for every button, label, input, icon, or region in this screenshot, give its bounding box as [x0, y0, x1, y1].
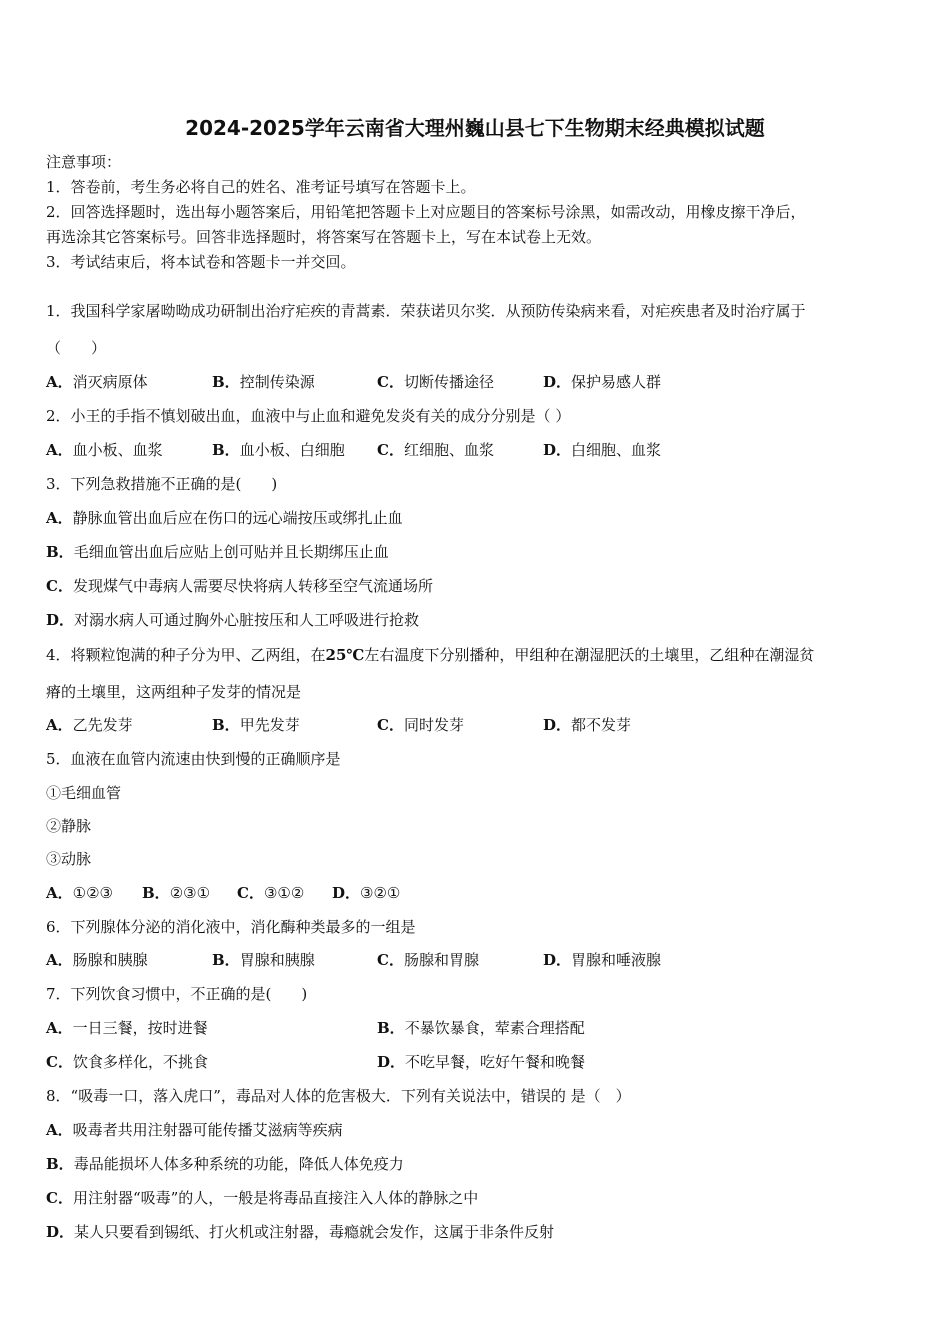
- q4-option-d: D．都不发芽: [543, 716, 632, 734]
- notice-item-2: 2．回答选择题时，选出每小题答案后，用铅笔把答题卡上对应题目的答案标号涂黑，如需改动，用橡皮擦干净后，: [46, 203, 806, 221]
- q5-option-d: D．③②①: [332, 884, 401, 902]
- q7-option-a: A．一日三餐，按时进餐: [46, 1019, 208, 1037]
- q5-item-3: ③动脉: [46, 850, 92, 868]
- q6-stem: 6．下列腺体分泌的消化液中，消化酶种类最多的一组是: [46, 918, 416, 936]
- q5-item-2: ②静脉: [46, 817, 92, 835]
- notice-item-3: 3．考试结束后，将本试卷和答题卡一并交回。: [46, 253, 356, 271]
- q4-stem-cont: 瘠的土壤里，这两组种子发芽的情况是: [46, 683, 302, 701]
- q2-stem: 2．小王的手指不慎划破出血，血液中与止血和避免发炎有关的成分分别是（ ）: [46, 407, 571, 425]
- q7-option-c: C．饮食多样化，不挑食: [46, 1053, 208, 1071]
- q1-option-a: A．消灭病原体: [46, 373, 148, 391]
- q3-option-c: C．发现煤气中毒病人需要尽快将病人转移至空气流通场所: [46, 577, 433, 595]
- q2-option-b: B．血小板、白细胞: [212, 441, 345, 459]
- q8-option-d: D．某人只要看到锡纸、打火机或注射器，毒瘾就会发作，这属于非条件反射: [46, 1223, 555, 1241]
- q7-option-d: D．不吃早餐，吃好午餐和晚餐: [377, 1053, 586, 1071]
- q2-option-d: D．白细胞、血浆: [543, 441, 662, 459]
- notice-heading: 注意事项：: [46, 153, 122, 171]
- q7-stem: 7．下列饮食习惯中，不正确的是( ): [46, 985, 308, 1003]
- q5-item-1: ①毛细血管: [46, 784, 122, 802]
- q4-option-c: C．同时发芽: [377, 716, 464, 734]
- page-title: 2024-2025学年云南省大理州巍山县七下生物期末经典模拟试题: [185, 116, 765, 140]
- q5-option-b: B．②③①: [142, 884, 211, 902]
- q6-option-a: A．肠腺和胰腺: [46, 951, 148, 969]
- q8-option-a: A．吸毒者共用注射器可能传播艾滋病等疾病: [46, 1121, 343, 1139]
- q6-option-d: D．胃腺和唾液腺: [543, 951, 662, 969]
- q4-stem: 4．将颗粒饱满的种子分为甲、乙两组，在25℃左右温度下分别播种，甲组种在潮湿肥沃的土壤里，乙组种在潮湿贫: [46, 646, 815, 664]
- q3-option-a: A．静脉血管出血后应在伤口的远心端按压或绑扎止血: [46, 509, 403, 527]
- notice-item-1: 1．答卷前，考生务必将自己的姓名、准考证号填写在答题卡上。: [46, 178, 476, 196]
- q1-option-d: D．保护易感人群: [543, 373, 662, 391]
- q6-option-c: C．肠腺和胃腺: [377, 951, 479, 969]
- q3-stem: 3．下列急救措施不正确的是( ): [46, 475, 278, 493]
- notice-item-2-cont: 再选涂其它答案标号。回答非选择题时，将答案写在答题卡上，写在本试卷上无效。: [46, 228, 602, 246]
- q2-option-a: A．血小板、血浆: [46, 441, 163, 459]
- q5-option-a: A．①②③: [46, 884, 113, 902]
- q4-option-b: B．甲先发芽: [212, 716, 300, 734]
- q6-option-b: B．胃腺和胰腺: [212, 951, 315, 969]
- q3-option-d: D．对溺水病人可通过胸外心脏按压和人工呼吸进行抢救: [46, 611, 420, 629]
- q5-option-c: C．③①②: [237, 884, 305, 902]
- q8-option-b: B．毒品能损坏人体多种系统的功能，降低人体免疫力: [46, 1155, 404, 1173]
- q1-option-c: C．切断传播途径: [377, 373, 494, 391]
- q2-option-c: C．红细胞、血浆: [377, 441, 494, 459]
- q4-option-a: A．乙先发芽: [46, 716, 133, 734]
- q1-option-b: B．控制传染源: [212, 373, 315, 391]
- q8-stem: 8．“吸毒一口，落入虎口”，毒品对人体的危害极大．下列有关说法中，错误的 是（ ）: [46, 1087, 631, 1105]
- q7-option-b: B．不暴饮暴食，荤素合理搭配: [377, 1019, 585, 1037]
- q5-stem: 5．血液在血管内流速由快到慢的正确顺序是: [46, 750, 341, 768]
- q8-option-c: C．用注射器“吸毒”的人，一般是将毒品直接注入人体的静脉之中: [46, 1189, 479, 1207]
- q3-option-b: B．毛细血管出血后应贴上创可贴并且长期绑压止血: [46, 543, 389, 561]
- q1-stem-cont: （ ）: [46, 339, 107, 357]
- q1-stem: 1．我国科学家屠呦呦成功研制出治疗疟疾的青蒿素．荣获诺贝尔奖．从预防传染病来看，对疟疾患者及时治疗属于: [46, 302, 806, 320]
